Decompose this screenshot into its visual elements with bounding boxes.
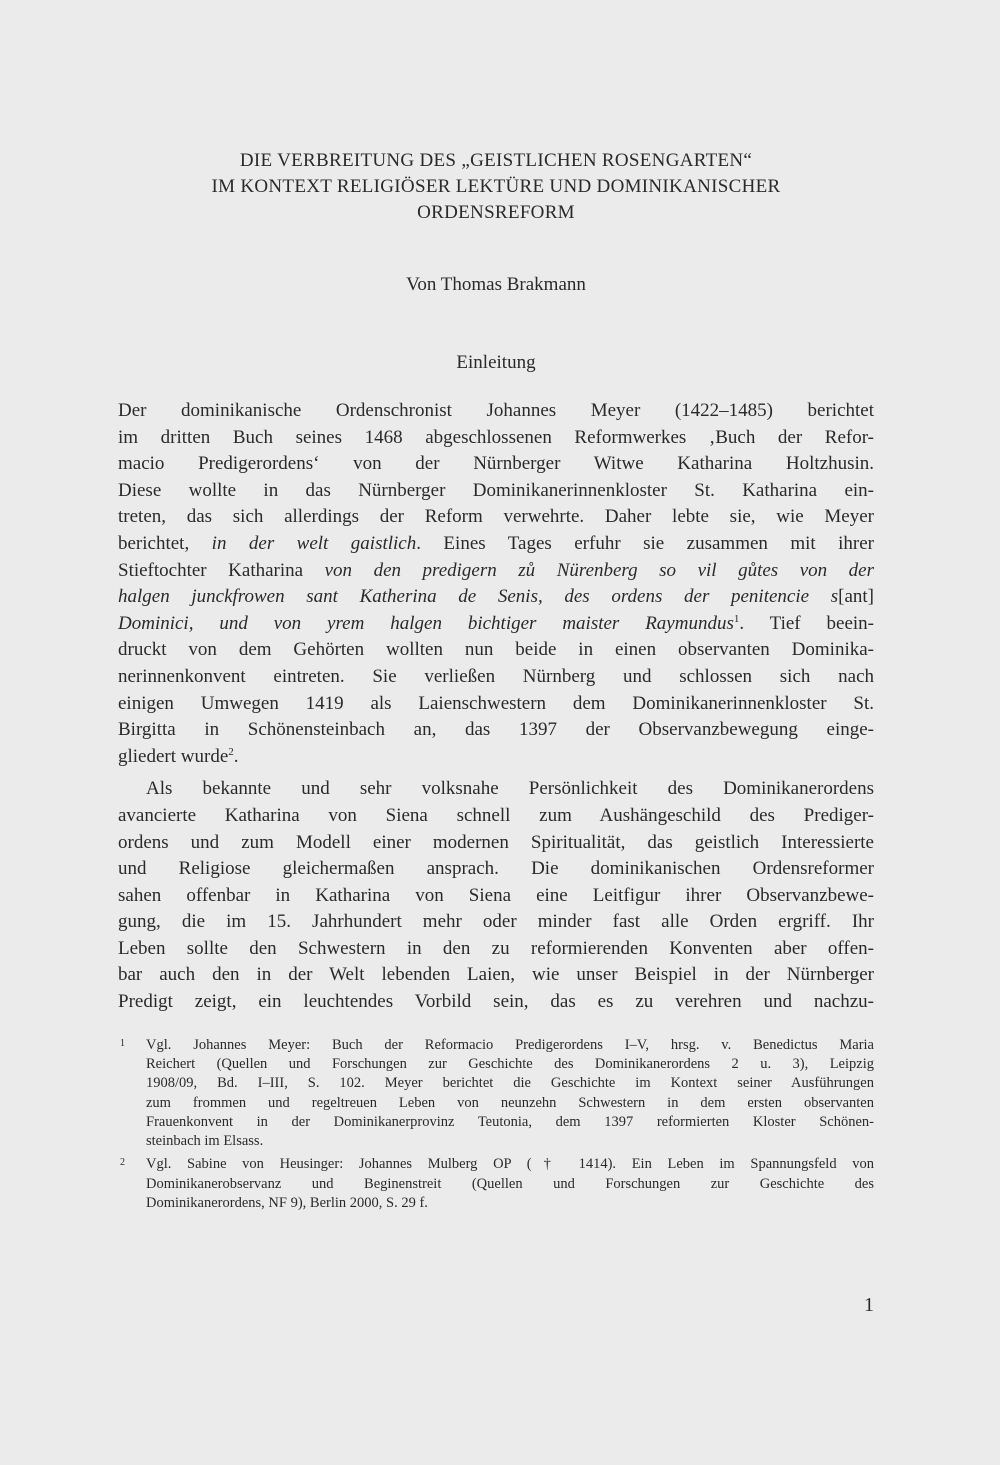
text-span: . Tief beein- xyxy=(739,612,874,634)
text-line: macio Predigerordens‘ von der Nürnberger Witwe Katharina Holtzhusin. xyxy=(118,453,874,475)
text-line: Diese wollte in das Nürnberger Dominikanerinnenkloster St. Katharina ein- xyxy=(118,479,874,501)
text-line xyxy=(118,611,874,638)
text-line: ordens und zum Modell einer modernen Spiritualität, das geistlich Interessierte xyxy=(118,831,874,853)
text-span: . Eines Tages erfuhr sie zusammen mit ihrer xyxy=(416,532,874,554)
footnote-line: Vgl. Johannes Meyer: Buch der Reformacio Predigerordens I–V, hrsg. v. Benedictus Maria xyxy=(146,1036,874,1053)
text-line: bar auch den in der Welt lebenden Laien, wie unser Beispiel in der Nürnberger xyxy=(118,964,874,986)
text-line xyxy=(118,531,874,558)
text-line xyxy=(118,584,874,611)
footnote-line: Vgl. Sabine von Heusinger: Johannes Mulberg OP († 1414). Ein Leben im Spannungsfeld von xyxy=(146,1156,874,1173)
text-span: berichtet, xyxy=(118,532,212,554)
paragraph-2 xyxy=(118,776,874,1015)
text-line: Als bekannte und sehr volksnahe Persönlichkeit des Dominikanerordens xyxy=(146,778,874,800)
text-span: Stieftochter Katharina xyxy=(118,559,325,581)
text-line: Leben sollte den Schwestern in den zu reformierenden Konventen aber offen- xyxy=(118,937,874,959)
footnote-line: steinbach im Elsass. xyxy=(146,1133,264,1150)
author-byline: Von Thomas Brakmann xyxy=(406,274,586,295)
text-line: im dritten Buch seines 1468 abgeschlossenen Reformwerkes ‚Buch der Refor- xyxy=(118,426,874,448)
footnote-number: 2 xyxy=(120,1157,125,1169)
text-line: druckt von dem Gehörten wollten nun beide in einen observanten Dominika- xyxy=(118,639,874,661)
page xyxy=(118,148,874,1217)
footnote-line: 1908/09, Bd. I–III, S. 102. Meyer berichtet die Geschichte im Kontext seiner Ausführungen xyxy=(146,1075,874,1092)
footnote-line: Dominikanerobservanz und Beginenstreit (Quellen und Forschungen zur Geschichte des xyxy=(146,1175,874,1192)
quoted-italic: halgen junckfrowen sant Katherina de Senis, des ordens der penitencie s xyxy=(118,586,839,608)
text-line xyxy=(118,558,874,585)
footnote-1 xyxy=(118,1036,874,1152)
text-line: avancierte Katharina von Siena schnell zum Aushängeschild des Prediger- xyxy=(118,804,874,826)
title-line: IM KONTEXT RELIGIÖSER LEKTÜRE UND DOMINIKANISCHER xyxy=(211,176,781,197)
quoted-italic: in der welt gaistlich xyxy=(211,532,417,554)
quoted-italic: von den predigern zů Nürenberg so vil gůtes von der xyxy=(324,559,875,581)
body-text xyxy=(118,398,874,1016)
footnote-line: Reichert (Quellen und Forschungen zur Geschichte des Dominikanerordens 2 u. 3), Leipzig xyxy=(146,1055,874,1072)
footnote-ref[interactable]: 2 xyxy=(228,745,234,758)
text-line xyxy=(118,744,874,771)
text-line: Predigt zeigt, ein leuchtendes Vorbild sein, das es zu verehren und nachzu- xyxy=(118,991,874,1013)
section-heading: Einleitung xyxy=(456,352,536,373)
footnote-ref[interactable]: 1 xyxy=(733,612,740,625)
article-title xyxy=(118,148,874,226)
text-span: [ant] xyxy=(838,586,874,608)
text-line: gung, die im 15. Jahrhundert mehr oder minder fast alle Orden ergriff. Ihr xyxy=(118,911,874,933)
footnote-line: zum frommen und regeltreuen Leben von neunzehn Schwestern in dem ersten observanten xyxy=(146,1094,874,1111)
text-line: nerinnenkonvent eintreten. Sie verließen Nürnberg und schlossen sich nach xyxy=(118,665,874,687)
footnotes xyxy=(118,1036,874,1214)
text-line: Birgitta in Schönensteinbach an, das 1397 der Observanzbewegung einge- xyxy=(118,719,874,741)
text-line: treten, das sich allerdings der Reform verwehrte. Daher lebte sie, wie Meyer xyxy=(118,506,874,528)
footnote-number: 1 xyxy=(120,1037,125,1049)
text-span: gliedert wurde xyxy=(118,745,229,767)
paragraph-1 xyxy=(118,398,874,770)
quoted-italic: Dominici, und von yrem halgen bichtiger maister Raymundus xyxy=(118,612,734,634)
text-line: sahen offenbar in Katharina von Siena eine Leitfigur ihrer Observanzbewe- xyxy=(118,884,874,906)
text-span: . xyxy=(233,745,239,767)
text-line: einigen Umwegen 1419 als Laienschwestern dem Dominikanerinnenkloster St. xyxy=(118,692,874,714)
footnote-2 xyxy=(118,1155,874,1213)
text-line: Der dominikanische Ordenschronist Johannes Meyer (1422–1485) berichtet xyxy=(118,400,874,421)
title-line: ORDENSREFORM xyxy=(417,202,575,223)
footnote-line: Dominikanerordens, NF 9), Berlin 2000, S. 29 f. xyxy=(146,1195,428,1212)
footnote-line: Frauenkonvent in der Dominikanerprovinz Teutonia, dem 1397 reformierten Kloster Schönen- xyxy=(146,1113,874,1130)
text-line: und Religiose gleichermaßen ansprach. Die dominikanischen Ordensreformer xyxy=(118,858,874,880)
title-line: DIE VERBREITUNG DES „GEISTLICHEN ROSENGARTEN“ xyxy=(239,150,753,171)
page-number: 1 xyxy=(864,1294,874,1316)
